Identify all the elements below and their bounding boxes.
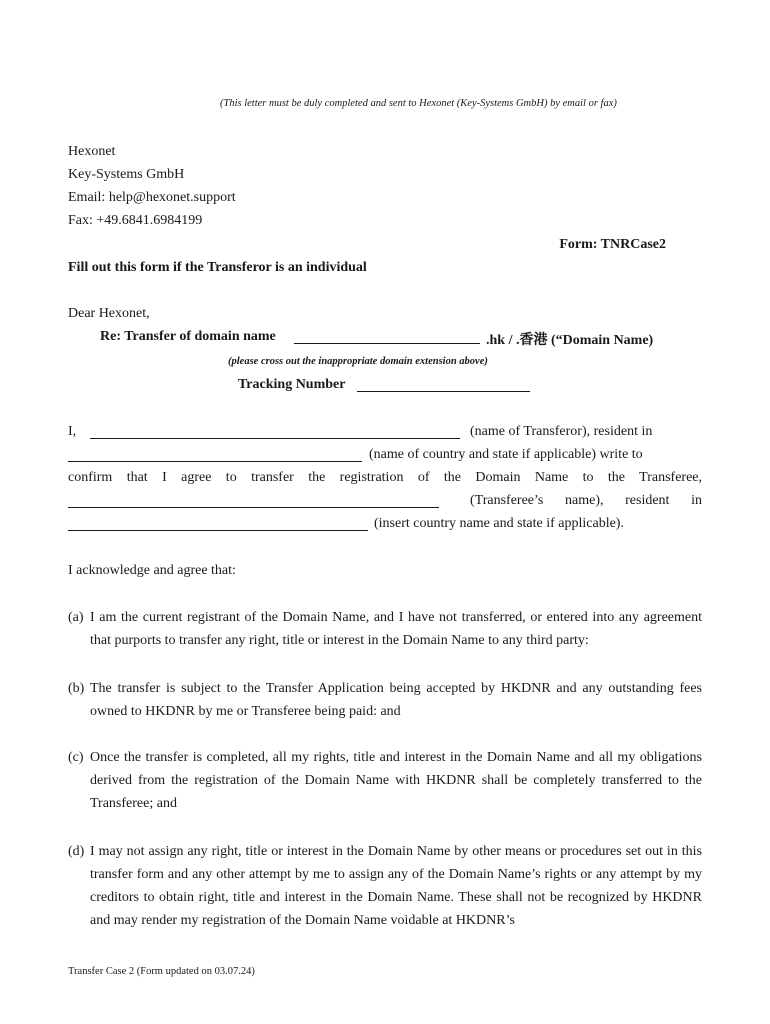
transferee-country-field[interactable] [68, 530, 368, 531]
clause-label: (b) [68, 681, 85, 696]
clause-d [68, 840, 702, 932]
tracking-label: Tracking Number [238, 377, 346, 392]
clause-text: Once the transfer is completed, all my rights, title and interest in the Domain Name and all my obligations derived from the registration of the Domain Name with HKDNR shall be completely transferred to the Transferee; and [90, 750, 702, 811]
transferor-country-field[interactable] [68, 461, 362, 462]
form-label: Form: TNRCase2 [559, 237, 666, 252]
clause-label: (c) [68, 750, 84, 765]
clause-label: (a) [68, 610, 84, 625]
form-instruction: Fill out this form if the Transferor is an individual [68, 260, 367, 275]
name-of-country: (name of country and state if applicable) write to [369, 447, 643, 462]
name-of-transferor-text: (name of Transferor), resident in [470, 424, 653, 439]
tracking-number-field[interactable] [357, 391, 530, 392]
statement-i: I, [68, 424, 77, 439]
clause-text: I am the current registrant of the Domain Name, and I have not transferred, or entered into any agreement that purports to transfer any right, title or interest in the Domain Name to any third party: [90, 610, 702, 648]
clause-label: (d) [68, 844, 85, 859]
acknowledge-heading: I acknowledge and agree that: [68, 563, 236, 578]
transferee-name-field[interactable] [68, 507, 439, 508]
clause-a [68, 606, 702, 652]
salutation: Dear Hexonet, [68, 306, 150, 321]
transferor-name-field[interactable] [90, 438, 460, 439]
name-of-transferor [470, 424, 702, 440]
subject-note: (please cross out the inappropriate domain extension above) [228, 356, 488, 367]
clause-c [68, 746, 702, 815]
subject-prefix: Re: Transfer of domain name [100, 329, 276, 344]
domain-name-field[interactable] [294, 343, 480, 344]
footer-text: Transfer Case 2 (Form updated on 03.07.24) [68, 966, 255, 977]
clause-text: I may not assign any right, title or interest in the Domain Name by other means or procedures set out in this transfer form and any other attempt by me to assign any of the Domain Name’s rights or any attempt by my creditors to obtain right, title and interest in the Domain Name. These shall not be recognized by HKDNR and may render my registration of the Domain Name voidable at HKDNR’s [90, 844, 702, 928]
recipient-name: Hexonet [68, 144, 116, 159]
subject-suffix: .hk / .香港 (“Domain Name) [486, 333, 654, 348]
header-note: (This letter must be duly completed and sent to Hexonet (Key-Systems GmbH) by email or fax) [220, 98, 617, 109]
recipient-email: Email: help@hexonet.support [68, 190, 236, 205]
insert-country-text: (insert country name and state if applicable). [374, 516, 624, 531]
clause-b [68, 677, 702, 723]
clause-text: The transfer is subject to the Transfer Application being accepted by HKDNR and any outstanding fees owned to HKDNR by me or Transferee being paid: and [90, 681, 702, 719]
transferee-name-text: (Transferee’s name), resident in [470, 493, 702, 508]
confirm-line: confirm that I agree to transfer the registration of the Domain Name to the Transferee, [68, 470, 702, 485]
recipient-fax: Fax: +49.6841.6984199 [68, 213, 203, 228]
recipient-company: Key-Systems GmbH [68, 167, 185, 182]
